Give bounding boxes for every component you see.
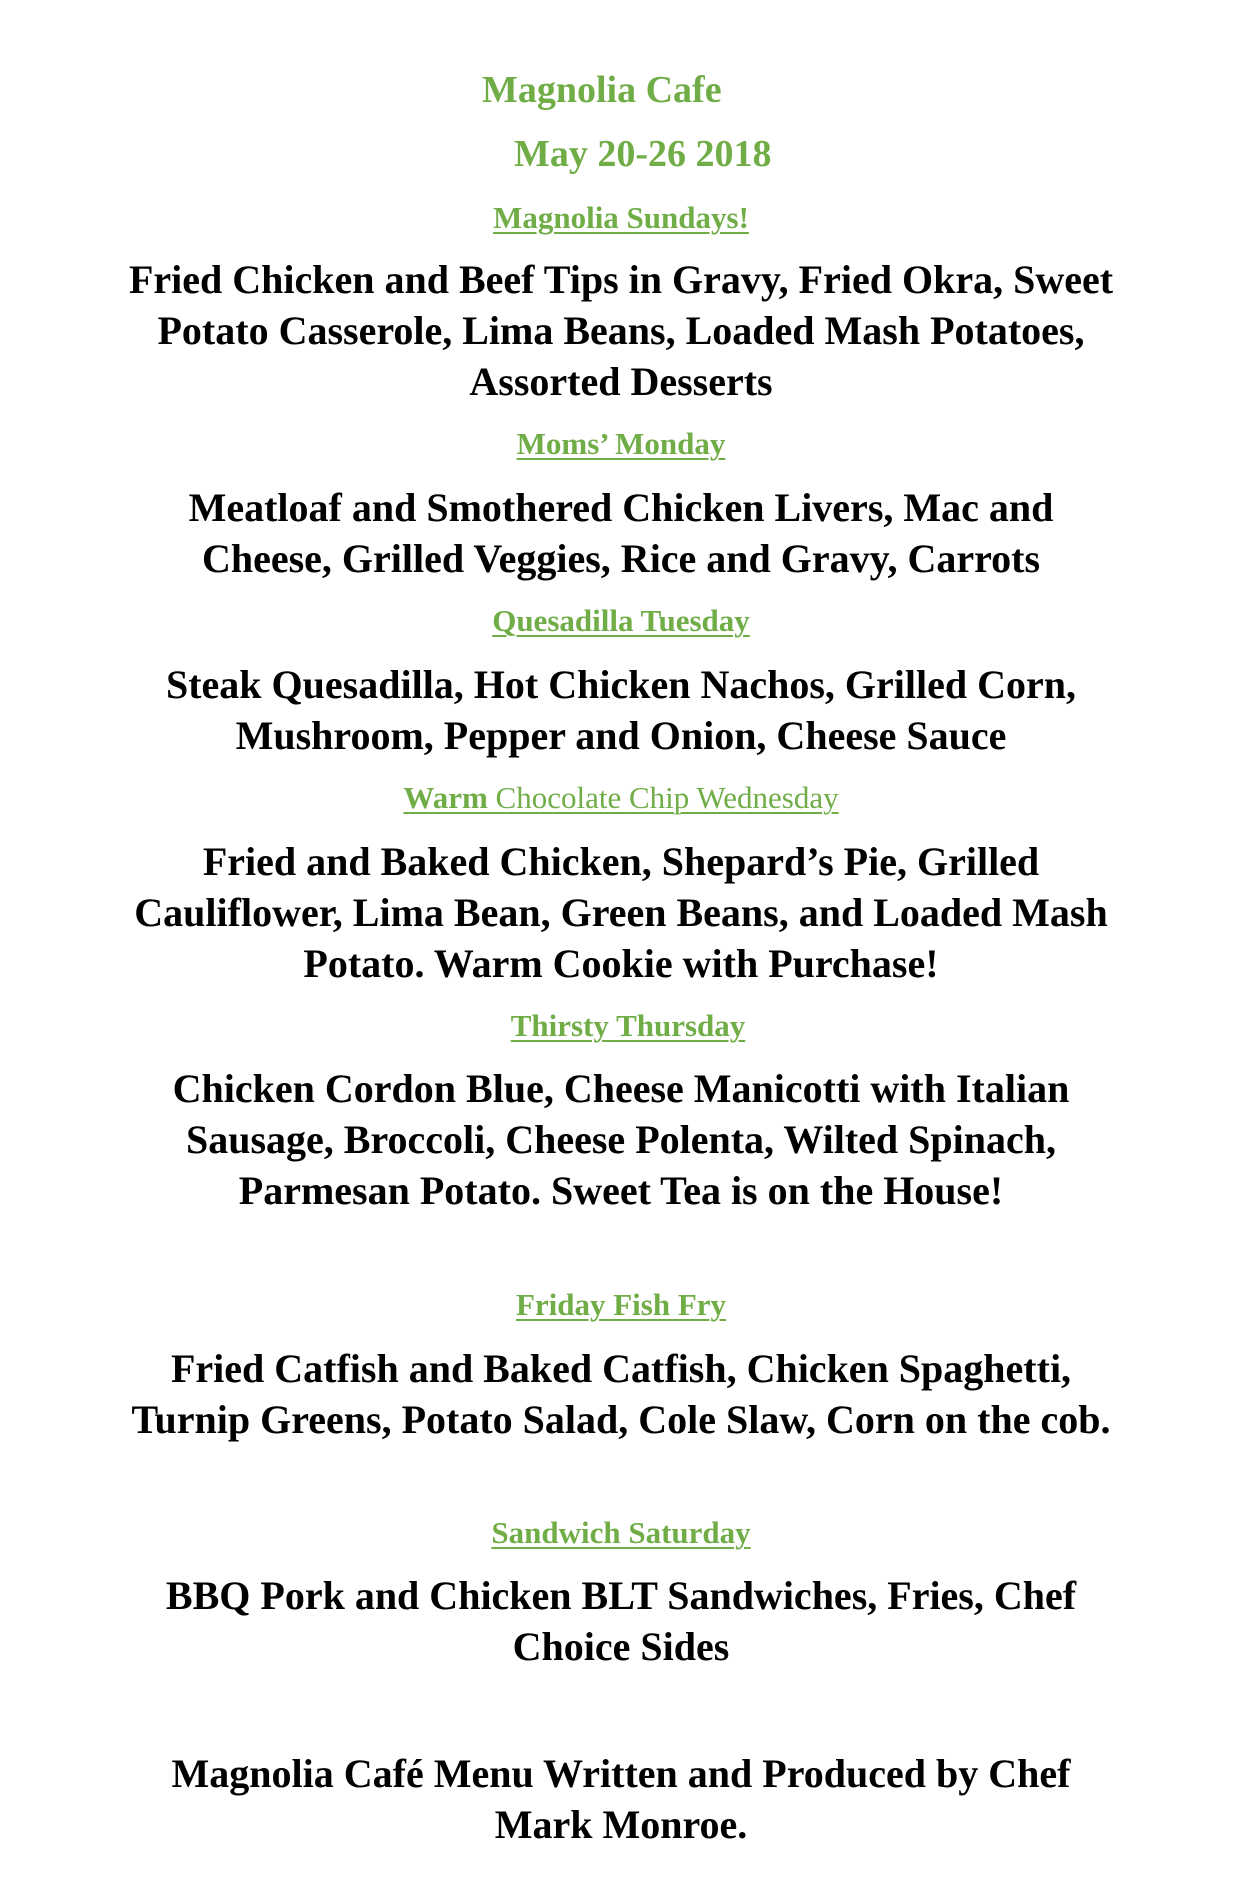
- day-heading-friday: Friday Fish Fry: [515, 1287, 727, 1322]
- day-menu-tuesday: Steak Quesadilla, Hot Chicken Nachos, Grilled Corn, Mushroom, Pepper and Onion, Cheese Sauce: [165, 662, 1077, 758]
- day-heading-wednesday: [0, 780, 1242, 816]
- day-heading-saturday: Sandwich Saturday: [491, 1515, 751, 1550]
- day-menu-wednesday: Fried and Baked Chicken, Shepard’s Pie, Grilled Cauliflower, Lima Bean, Green Beans, and Loaded Mash Potato. Warm Cookie with Purchase!: [134, 839, 1108, 986]
- day-heading-tuesday: Quesadilla Tuesday: [492, 603, 750, 638]
- day-menu-friday: Fried Catfish and Baked Catfish, Chicken Spaghetti, Turnip Greens, Potato Salad, Cole Slaw, Corn on the cob.: [131, 1346, 1111, 1442]
- day-heading-monday: Moms’ Monday: [516, 426, 726, 461]
- day-menu-thursday: Chicken Cordon Blue, Cheese Manicotti with Italian Sausage, Broccoli, Cheese Polenta, Wilted Spinach, Parmesan Potato. Sweet Tea is on the House!: [172, 1066, 1070, 1213]
- day-heading-wednesday-bold: Warm: [403, 780, 488, 815]
- menu-credit: Magnolia Café Menu Written and Produced by Chef Mark Monroe.: [171, 1751, 1071, 1847]
- menu-dates: May 20-26 2018: [514, 133, 772, 175]
- day-heading-wednesday-rest: Chocolate Chip Wednesday: [487, 780, 839, 815]
- day-heading-sunday: Magnolia Sundays!: [493, 200, 749, 235]
- day-heading-thursday: Thirsty Thursday: [510, 1008, 746, 1043]
- day-menu-monday: Meatloaf and Smothered Chicken Livers, Mac and Cheese, Grilled Veggies, Rice and Gravy, Carrots: [188, 485, 1054, 581]
- cafe-title: Magnolia Cafe: [482, 69, 722, 111]
- day-menu-saturday: BBQ Pork and Chicken BLT Sandwiches, Fries, Chef Choice Sides: [165, 1573, 1077, 1669]
- day-menu-sunday: Fried Chicken and Beef Tips in Gravy, Fried Okra, Sweet Potato Casserole, Lima Beans, Loaded Mash Potatoes, Assorted Desserts: [128, 257, 1114, 404]
